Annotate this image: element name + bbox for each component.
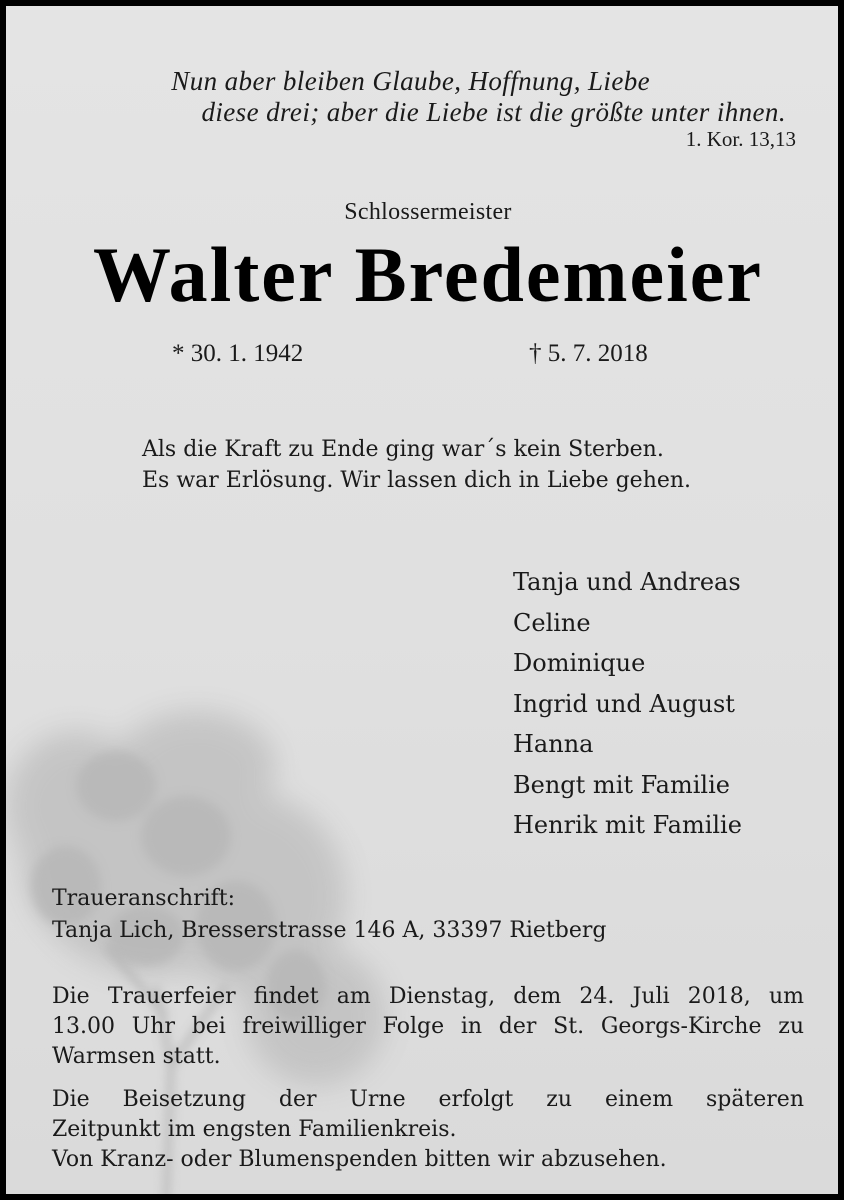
burial-notice xyxy=(52,1085,804,1175)
funeral-service-notice xyxy=(52,982,804,1072)
quote-line-1: Als die Kraft zu Ende ging war´s kein Sterben. xyxy=(142,437,664,462)
bible-verse xyxy=(6,66,790,128)
service-line-2: 13.00 Uhr bei freiwilliger Folge in der St. Georgs-Kirche zu xyxy=(52,1014,804,1039)
service-line-3: Warmsen statt. xyxy=(52,1044,221,1069)
death-date: † 5. 7. 2018 xyxy=(529,340,648,367)
burial-line-2: Zeitpunkt im engsten Familienkreis. xyxy=(52,1117,457,1142)
burial-line-1: Die Beisetzung der Urne erfolgt zu einem späteren xyxy=(52,1087,804,1112)
mourner-name: Ingrid und August xyxy=(513,689,735,718)
mourning-address: Tanja Lich, Bresserstrasse 146 A, 33397 Rietberg xyxy=(52,918,607,943)
quote-line-2: Es war Erlösung. Wir lassen dich in Liebe gehen. xyxy=(142,468,692,493)
farewell-quote xyxy=(142,434,691,496)
mourner-name: Hanna xyxy=(513,730,594,758)
verse-reference: 1. Kor. 13,13 xyxy=(685,127,796,151)
burial-line-3: Von Kranz- oder Blumenspenden bitten wir abzusehen. xyxy=(52,1147,667,1172)
verse-line-1: Nun aber bleiben Glaube, Hoffnung, Liebe xyxy=(171,66,650,96)
mourner-name: Celine xyxy=(513,608,591,637)
mourner-name: Bengt mit Familie xyxy=(513,770,730,799)
mourner-name: Dominique xyxy=(513,649,646,677)
profession-title: Schlossermeister xyxy=(344,199,512,225)
verse-line-2: diese drei; aber die Liebe ist die größte unter ihnen. xyxy=(201,97,786,127)
birth-date: * 30. 1. 1942 xyxy=(172,340,304,367)
service-line-1: Die Trauerfeier findet am Dienstag, dem 24. Juli 2018, um xyxy=(52,984,804,1009)
mourner-name: Tanja und Andreas xyxy=(513,568,741,596)
mourners-list xyxy=(513,562,742,846)
deceased-name: Walter Bredemeier xyxy=(92,231,764,318)
mourner-name: Henrik mit Familie xyxy=(513,811,742,839)
address-heading: Traueranschrift: xyxy=(52,886,236,911)
